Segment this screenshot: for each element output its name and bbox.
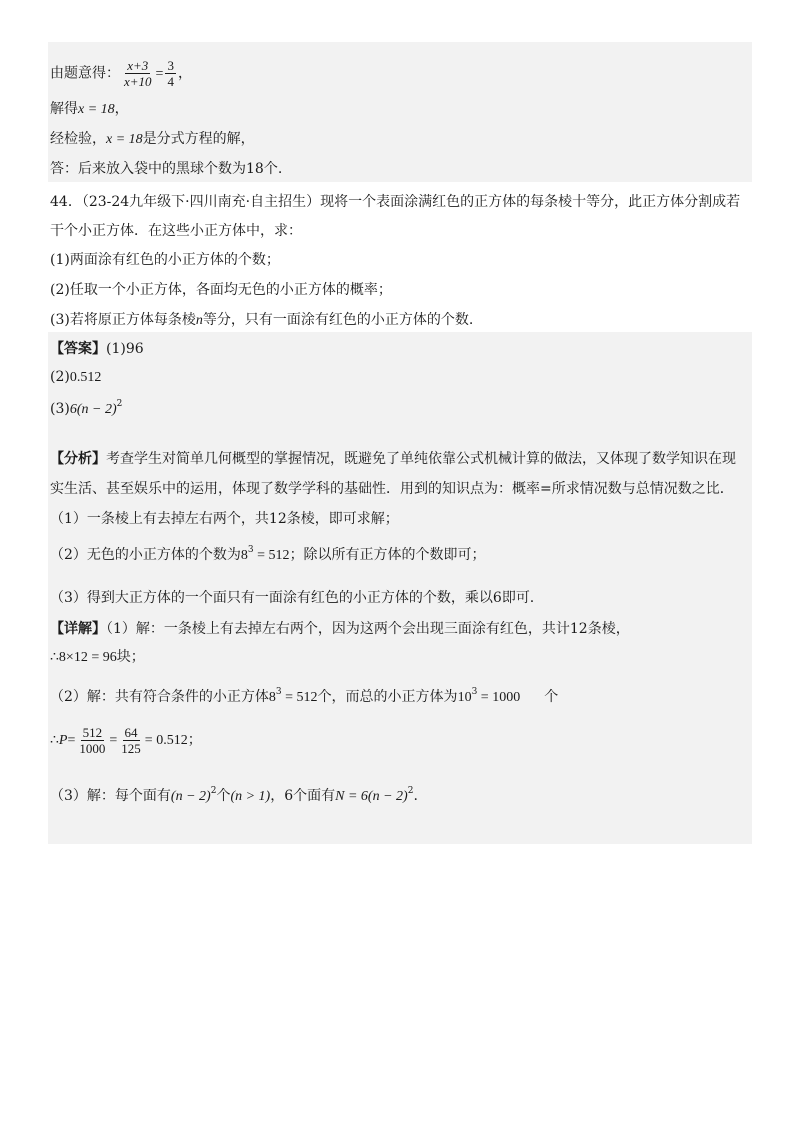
question-44-part-3: (3)若将原正方体每条棱n等分，只有一面涂有红色的小正方体的个数.	[50, 312, 474, 328]
analysis-step-3: （3）得到大正方体的一个面只有一面涂有红色的小正方体的个数，乘以6即可.	[50, 590, 535, 606]
analysis-line-2: 实生活、甚至娱乐中的运用，体现了数学学科的基础性．用到的知识点为：概率=所求情况数与总情况数之比．	[50, 481, 734, 497]
detail-label: 【详解】	[50, 621, 106, 637]
question-44-line-2: 干个小正方体．在这些小正方体中，求：	[50, 223, 302, 239]
fraction-1: $\frac{x+3}{x+10}$	[124, 58, 152, 89]
detail-line-1b: ∴8×12 = 96块；	[50, 649, 145, 665]
question-44-line-1: 44．（23-24九年级下·四川南充·自主招生）现将一个表面涂满红色的正方体的每条棱十等分，此正方体分割成若	[50, 194, 741, 210]
detail-line-2: （2）解：共有符合条件的小正方体$8^3 = 512$个，而总的小正方体为$10^3 = 1000$ 个	[50, 687, 559, 705]
fraction-2: $\frac{3}{4}$	[167, 58, 174, 89]
prev-line-2: 解得x = 18，	[50, 101, 129, 117]
answer-line-1: 【答案】(1)96	[50, 341, 144, 357]
answer-line-2: (2)0.512	[50, 369, 102, 385]
prev-line-3: 经检验，x = 18是分式方程的解，	[50, 131, 255, 147]
analysis-label: 【分析】	[50, 451, 106, 467]
question-44-part-1: (1)两面涂有红色的小正方体的个数；	[50, 252, 280, 268]
question-44-part-2: (2)任取一个小正方体，各面均无色的小正方体的概率；	[50, 282, 392, 298]
detail-line-3: （3）解：每个面有$(n - 2)^2$个(n > 1)，6个面有$N = 6(n - 2)^2$.	[50, 786, 418, 804]
prev-line-1: 由题意得： $\frac{x+3}{x+10}$ = $\frac{3}{4}$ ，	[50, 58, 192, 89]
fraction-64-125: $\frac{64}{125}$	[121, 724, 141, 756]
analysis-step-1: （1）一条棱上有去掉左右两个，共12条棱，即可求解；	[50, 511, 399, 527]
analysis-step-2: （2）无色的小正方体的个数为$8^3 = 512$；除以所有正方体的个数即可；	[50, 545, 486, 563]
answer-label: 【答案】	[50, 341, 106, 357]
prev-line-4: 答：后来放入袋中的黑球个数为18个.	[50, 161, 283, 177]
fraction-512-1000: $\frac{512}{1000}$	[79, 724, 106, 756]
answer-line-3: $(3)6(n - 2)^2$	[50, 399, 123, 417]
detail-line-2b: ∴P= $\frac{512}{1000}$ = $\frac{64}{125}$ = 0.512；	[50, 724, 202, 756]
detail-line-1: 【详解】（1）解：一条棱上有去掉左右两个，因为这两个会出现三面涂有红色，共计12条棱，	[50, 621, 630, 637]
analysis-line-1: 【分析】考查学生对简单几何概型的掌握情况，既避免了单纯依靠公式机械计算的做法，又体现了数学知识在现	[50, 451, 736, 467]
